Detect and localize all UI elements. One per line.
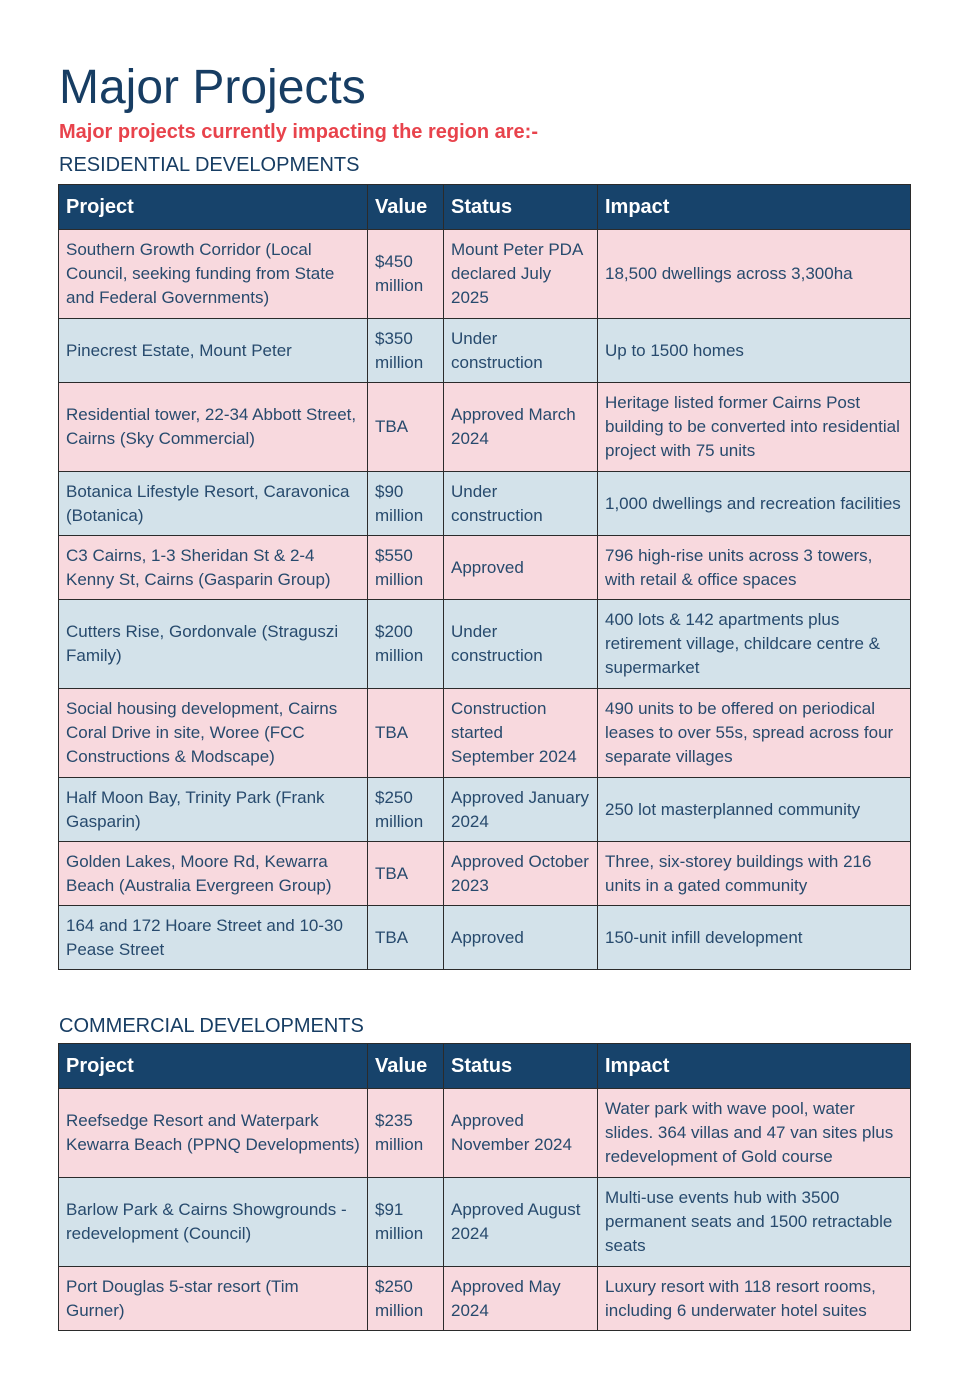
cell-project: Port Douglas 5-star resort (Tim Gurner) xyxy=(59,1267,368,1331)
cell-project: Southern Growth Corridor (Local Council, seeking funding from State and Federal Governments) xyxy=(59,230,368,319)
page-title: Major Projects xyxy=(59,61,366,114)
cell-value: TBA xyxy=(368,906,444,970)
cell-status: Approved November 2024 xyxy=(444,1089,598,1178)
cell-value: $250 million xyxy=(368,778,444,842)
table-header-row xyxy=(59,185,911,230)
table-row xyxy=(59,600,911,689)
cell-impact: Water park with wave pool, water slides. 364 villas and 47 van sites plus redevelopment of Gold course xyxy=(598,1089,911,1178)
table-row xyxy=(59,842,911,906)
commercial-heading: COMMERCIAL DEVELOPMENTS xyxy=(59,1015,364,1037)
table-row xyxy=(59,319,911,383)
cell-impact: Multi-use events hub with 3500 permanent seats and 1500 retractable seats xyxy=(598,1178,911,1267)
cell-impact: Three, six-storey buildings with 216 units in a gated community xyxy=(598,842,911,906)
cell-status: Approved May 2024 xyxy=(444,1267,598,1331)
cell-status: Approved xyxy=(444,906,598,970)
cell-impact: 400 lots & 142 apartments plus retirement village, childcare centre & supermarket xyxy=(598,600,911,689)
cell-value: $250 million xyxy=(368,1267,444,1331)
table-row xyxy=(59,778,911,842)
cell-status: Under construction xyxy=(444,472,598,536)
column-header-status: Status xyxy=(444,185,598,230)
table-row xyxy=(59,906,911,970)
table-row xyxy=(59,536,911,600)
cell-value: $91 million xyxy=(368,1178,444,1267)
cell-status: Approved March 2024 xyxy=(444,383,598,472)
column-header-impact: Impact xyxy=(598,1044,911,1089)
cell-status: Under construction xyxy=(444,600,598,689)
cell-project: Cutters Rise, Gordonvale (Straguszi Family) xyxy=(59,600,368,689)
residential-heading: RESIDENTIAL DEVELOPMENTS xyxy=(59,154,360,176)
cell-impact: 18,500 dwellings across 3,300ha xyxy=(598,230,911,319)
cell-impact: Luxury resort with 118 resort rooms, including 6 underwater hotel suites xyxy=(598,1267,911,1331)
table-row xyxy=(59,689,911,778)
column-header-value: Value xyxy=(368,185,444,230)
cell-value: TBA xyxy=(368,689,444,778)
cell-project: Reefsedge Resort and Waterpark Kewarra Beach (PPNQ Developments) xyxy=(59,1089,368,1178)
cell-project: Botanica Lifestyle Resort, Caravonica (Botanica) xyxy=(59,472,368,536)
cell-status: Approved xyxy=(444,536,598,600)
cell-value: TBA xyxy=(368,842,444,906)
cell-project: 164 and 172 Hoare Street and 10-30 Pease Street xyxy=(59,906,368,970)
table-row xyxy=(59,1089,911,1178)
cell-value: $450 million xyxy=(368,230,444,319)
cell-status: Construction started September 2024 xyxy=(444,689,598,778)
cell-value: $90 million xyxy=(368,472,444,536)
cell-status: Approved October 2023 xyxy=(444,842,598,906)
cell-value: $235 million xyxy=(368,1089,444,1178)
cell-impact: 150-unit infill development xyxy=(598,906,911,970)
column-header-project: Project xyxy=(59,185,368,230)
column-header-project: Project xyxy=(59,1044,368,1089)
page-subtitle: Major projects currently impacting the region are:- xyxy=(59,121,538,143)
cell-impact: 1,000 dwellings and recreation facilities xyxy=(598,472,911,536)
cell-impact: Up to 1500 homes xyxy=(598,319,911,383)
cell-status: Approved August 2024 xyxy=(444,1178,598,1267)
cell-impact: 796 high-rise units across 3 towers, with retail & office spaces xyxy=(598,536,911,600)
cell-value: TBA xyxy=(368,383,444,472)
cell-value: $200 million xyxy=(368,600,444,689)
residential-table xyxy=(58,184,911,970)
column-header-impact: Impact xyxy=(598,185,911,230)
cell-status: Under construction xyxy=(444,319,598,383)
cell-value: $350 million xyxy=(368,319,444,383)
cell-project: Pinecrest Estate, Mount Peter xyxy=(59,319,368,383)
cell-value: $550 million xyxy=(368,536,444,600)
cell-project: Barlow Park & Cairns Showgrounds - redevelopment (Council) xyxy=(59,1178,368,1267)
commercial-table xyxy=(58,1043,911,1331)
column-header-status: Status xyxy=(444,1044,598,1089)
table-row xyxy=(59,383,911,472)
cell-status: Mount Peter PDA declared July 2025 xyxy=(444,230,598,319)
table-row xyxy=(59,472,911,536)
cell-project: Residential tower, 22-34 Abbott Street, Cairns (Sky Commercial) xyxy=(59,383,368,472)
cell-project: C3 Cairns, 1-3 Sheridan St & 2-4 Kenny St, Cairns (Gasparin Group) xyxy=(59,536,368,600)
table-row xyxy=(59,1267,911,1331)
cell-impact: 250 lot masterplanned community xyxy=(598,778,911,842)
cell-project: Social housing development, Cairns Coral Drive in site, Woree (FCC Constructions & Modscape) xyxy=(59,689,368,778)
cell-impact: Heritage listed former Cairns Post building to be converted into residential project with 75 units xyxy=(598,383,911,472)
table-row xyxy=(59,1178,911,1267)
cell-project: Golden Lakes, Moore Rd, Kewarra Beach (Australia Evergreen Group) xyxy=(59,842,368,906)
cell-impact: 490 units to be offered on periodical leases to over 55s, spread across four separate villages xyxy=(598,689,911,778)
table-header-row xyxy=(59,1044,911,1089)
table-row xyxy=(59,230,911,319)
column-header-value: Value xyxy=(368,1044,444,1089)
cell-status: Approved January 2024 xyxy=(444,778,598,842)
cell-project: Half Moon Bay, Trinity Park (Frank Gasparin) xyxy=(59,778,368,842)
